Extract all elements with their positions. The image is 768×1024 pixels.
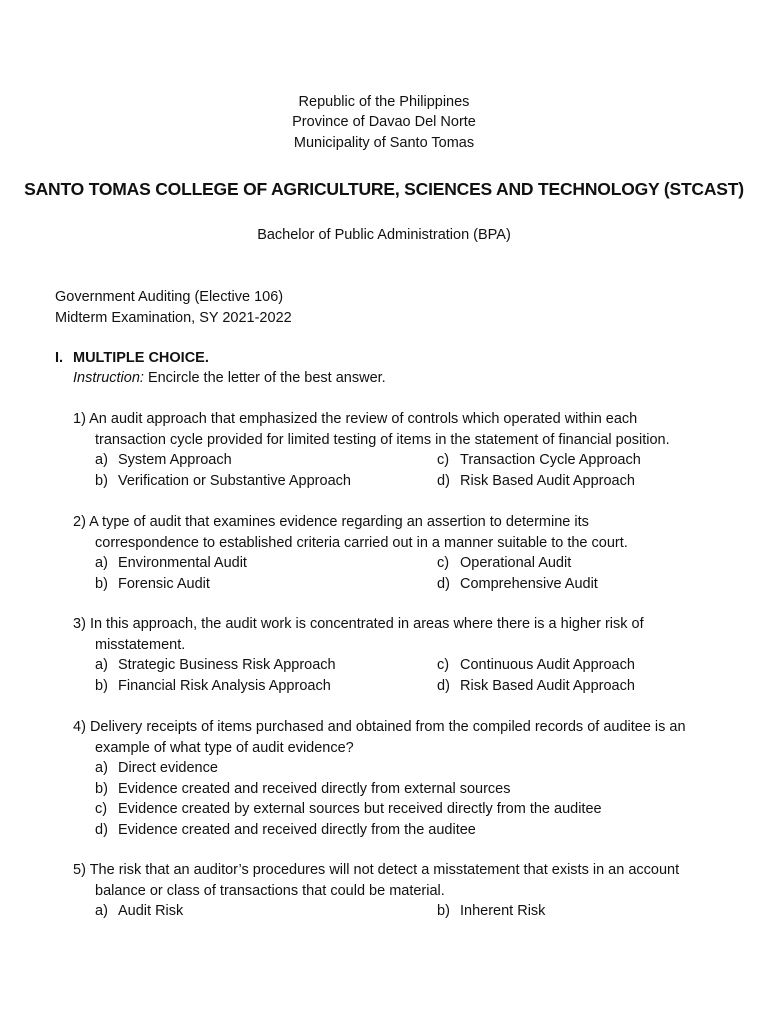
option-b[interactable]: b) Financial Risk Analysis Approach [95, 677, 331, 694]
question-number: 4) [73, 719, 86, 735]
option-b[interactable]: b) Inherent Risk [437, 903, 546, 919]
question-3 [73, 614, 720, 696]
instruction [73, 368, 386, 388]
header-republic: Republic of the Philippines [298, 94, 470, 110]
question-stem-first: The risk that an auditor’s procedures will not detect a misstatement that exists in an account [89, 862, 680, 878]
course-subject: Government Auditing (Elective 106) [55, 289, 284, 305]
question-2 [73, 512, 720, 594]
option-c[interactable]: c) Transaction Cycle Approach [437, 452, 641, 468]
question-stem [73, 409, 720, 450]
header-province: Province of Davao Del Norte [292, 114, 476, 130]
program-name: Bachelor of Public Administration (BPA) [257, 227, 511, 243]
question-stem [73, 512, 720, 553]
question-stem [73, 860, 720, 901]
question-stem-rest: misstatement. [95, 636, 186, 653]
options [95, 450, 720, 491]
exam-title: Midterm Examination, SY 2021-2022 [55, 310, 292, 326]
section-title: MULTIPLE CHOICE. [73, 350, 209, 366]
option-a[interactable]: a) System Approach [95, 452, 232, 468]
options [95, 758, 720, 840]
question-stem-first: An audit approach that emphasized the review of controls which operated within each [89, 411, 638, 427]
option-a[interactable]: a) Direct evidence [95, 760, 218, 776]
section-heading [55, 348, 209, 368]
option-c[interactable]: c) Operational Audit [437, 555, 572, 571]
question-stem-rest: balance or class of transactions that could be material. [95, 882, 445, 899]
question-1 [73, 409, 720, 491]
option-a[interactable]: a) Environmental Audit [95, 555, 247, 571]
option-b[interactable]: b) Forensic Audit [95, 575, 210, 592]
question-stem-rest: example of what type of audit evidence? [95, 739, 354, 756]
question-stem-rest: transaction cycle provided for limited testing of items in the statement of financial position. [95, 431, 670, 448]
question-stem [73, 614, 720, 655]
option-a[interactable]: a) Audit Risk [95, 903, 184, 919]
question-stem-first: A type of audit that examines evidence regarding an assertion to determine its [89, 514, 589, 530]
option-b[interactable]: b) Verification or Substantive Approach [95, 472, 351, 489]
question-stem-first: In this approach, the audit work is concentrated in areas where there is a higher risk of [89, 616, 644, 632]
section-number: I. [55, 350, 64, 366]
header-municipality: Municipality of Santo Tomas [293, 135, 475, 151]
option-d[interactable]: d) Evidence created and received directly from the auditee [95, 821, 476, 838]
question-stem-rest: correspondence to established criteria carried out in a manner suitable to the court. [95, 534, 628, 551]
question-stem [73, 717, 720, 758]
option-c[interactable]: c) Evidence created by external sources but received directly from the auditee [95, 801, 602, 817]
instruction-text: Encircle the letter of the best answer. [143, 370, 386, 386]
question-number: 2) [73, 514, 86, 530]
instruction-label: Instruction: [73, 370, 144, 386]
options [95, 553, 720, 594]
question-number: 5) [73, 862, 86, 878]
question-5 [73, 860, 720, 922]
option-d[interactable]: d) Risk Based Audit Approach [437, 677, 635, 694]
option-d[interactable]: d) Risk Based Audit Approach [437, 472, 635, 489]
options [95, 901, 720, 922]
question-stem-first: Delivery receipts of items purchased and obtained from the compiled records of auditee is an [89, 719, 686, 735]
options [95, 655, 720, 696]
question-4 [73, 717, 720, 840]
option-a[interactable]: a) Strategic Business Risk Approach [95, 657, 336, 673]
question-number: 1) [73, 411, 86, 427]
option-d[interactable]: d) Comprehensive Audit [437, 575, 598, 592]
option-b[interactable]: b) Evidence created and received directly from external sources [95, 780, 511, 797]
option-c[interactable]: c) Continuous Audit Approach [437, 657, 635, 673]
school-name: SANTO TOMAS COLLEGE OF AGRICULTURE, SCIENCES AND TECHNOLOGY (STCAST) [24, 179, 744, 199]
question-number: 3) [73, 616, 86, 632]
